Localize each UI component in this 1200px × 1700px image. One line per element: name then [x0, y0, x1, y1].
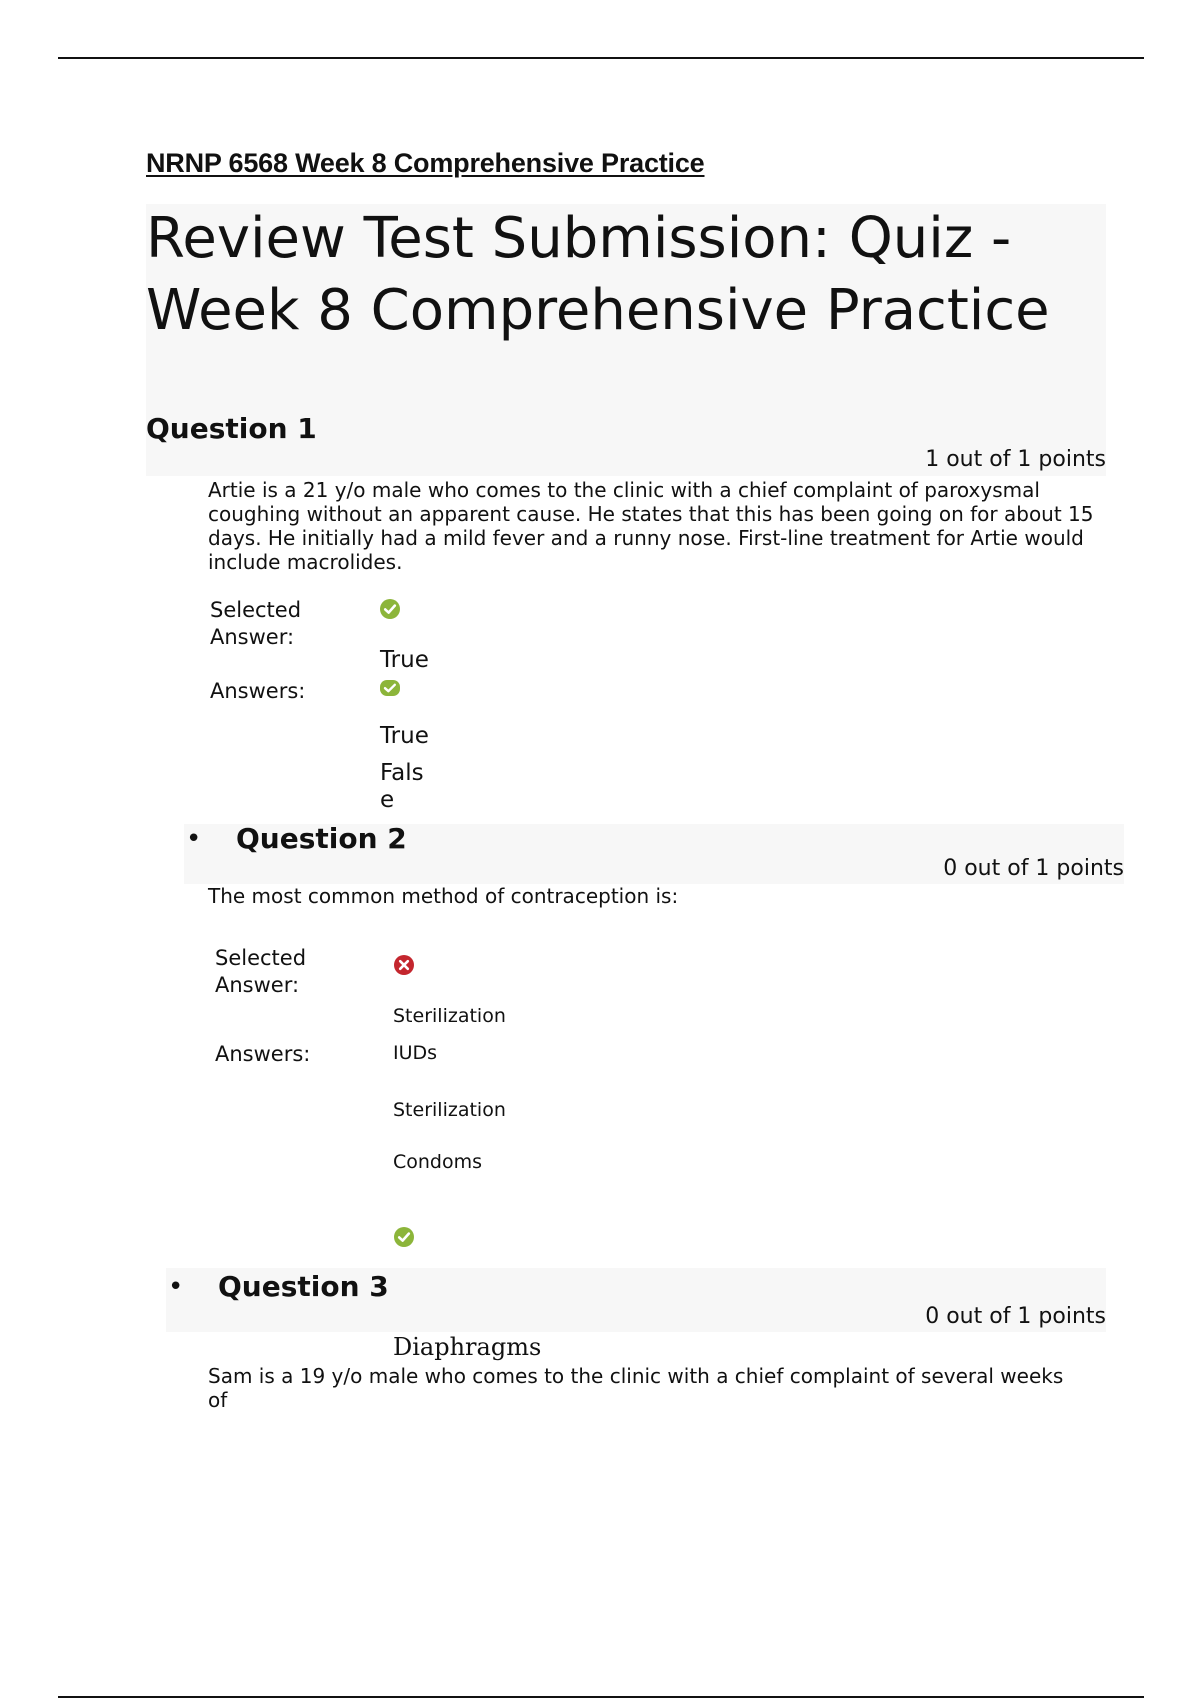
selected-answer-label: Selected Answer: — [215, 946, 307, 997]
correct-check-icon — [380, 599, 400, 619]
top-rule — [58, 57, 1144, 59]
bullet: • — [186, 824, 202, 854]
question-1-text: Artie is a 21 y/o male who comes to the clinic with a chief complaint of paroxysmal coughing without an apparent cause. He states that this has been going on for about 15 days. He initially had a mild fever and a runny nose. First-line treatment for Artie would include macrolides. — [208, 478, 1094, 574]
question-2-text: The most common method of contraception is: — [208, 884, 679, 908]
answer-option: True — [380, 723, 429, 749]
answer-option: Condoms — [393, 1151, 483, 1173]
selected-answer-value: True — [380, 647, 429, 673]
question-1-title: Question 1 — [146, 412, 317, 445]
answer-option: e — [380, 787, 395, 813]
answer-option: Diaphragms — [393, 1333, 542, 1361]
document-title: NRNP 6568 Week 8 Comprehensive Practice — [146, 148, 705, 178]
answers-label: Answers: — [210, 679, 306, 703]
answer-option: IUDs — [393, 1042, 438, 1064]
bottom-rule — [58, 1696, 1144, 1698]
question-1-points: 1 out of 1 points — [925, 447, 1106, 472]
answers-label: Answers: — [215, 1042, 311, 1066]
bullet: • — [168, 1272, 184, 1302]
question-3-points: 0 out of 1 points — [925, 1304, 1106, 1329]
question-3-text: Sam is a 19 y/o male who comes to the clinic with a chief complaint of several weeks of — [208, 1364, 1064, 1412]
page-heading: Review Test Submission: Quiz - Week 8 Comprehensive Practice — [146, 206, 1050, 343]
correct-check-icon — [394, 1227, 414, 1247]
answer-option: Fals — [380, 760, 424, 786]
answer-option: Sterilization — [393, 1099, 506, 1121]
correct-check-icon — [380, 680, 400, 696]
question-2-title: Question 2 — [236, 822, 407, 855]
selected-answer-label: Selected Answer: — [210, 598, 302, 649]
selected-answer-value: Sterilization — [393, 1005, 506, 1027]
incorrect-x-icon — [394, 955, 414, 975]
question-2-points: 0 out of 1 points — [943, 856, 1124, 881]
question-3-title: Question 3 — [218, 1270, 389, 1303]
